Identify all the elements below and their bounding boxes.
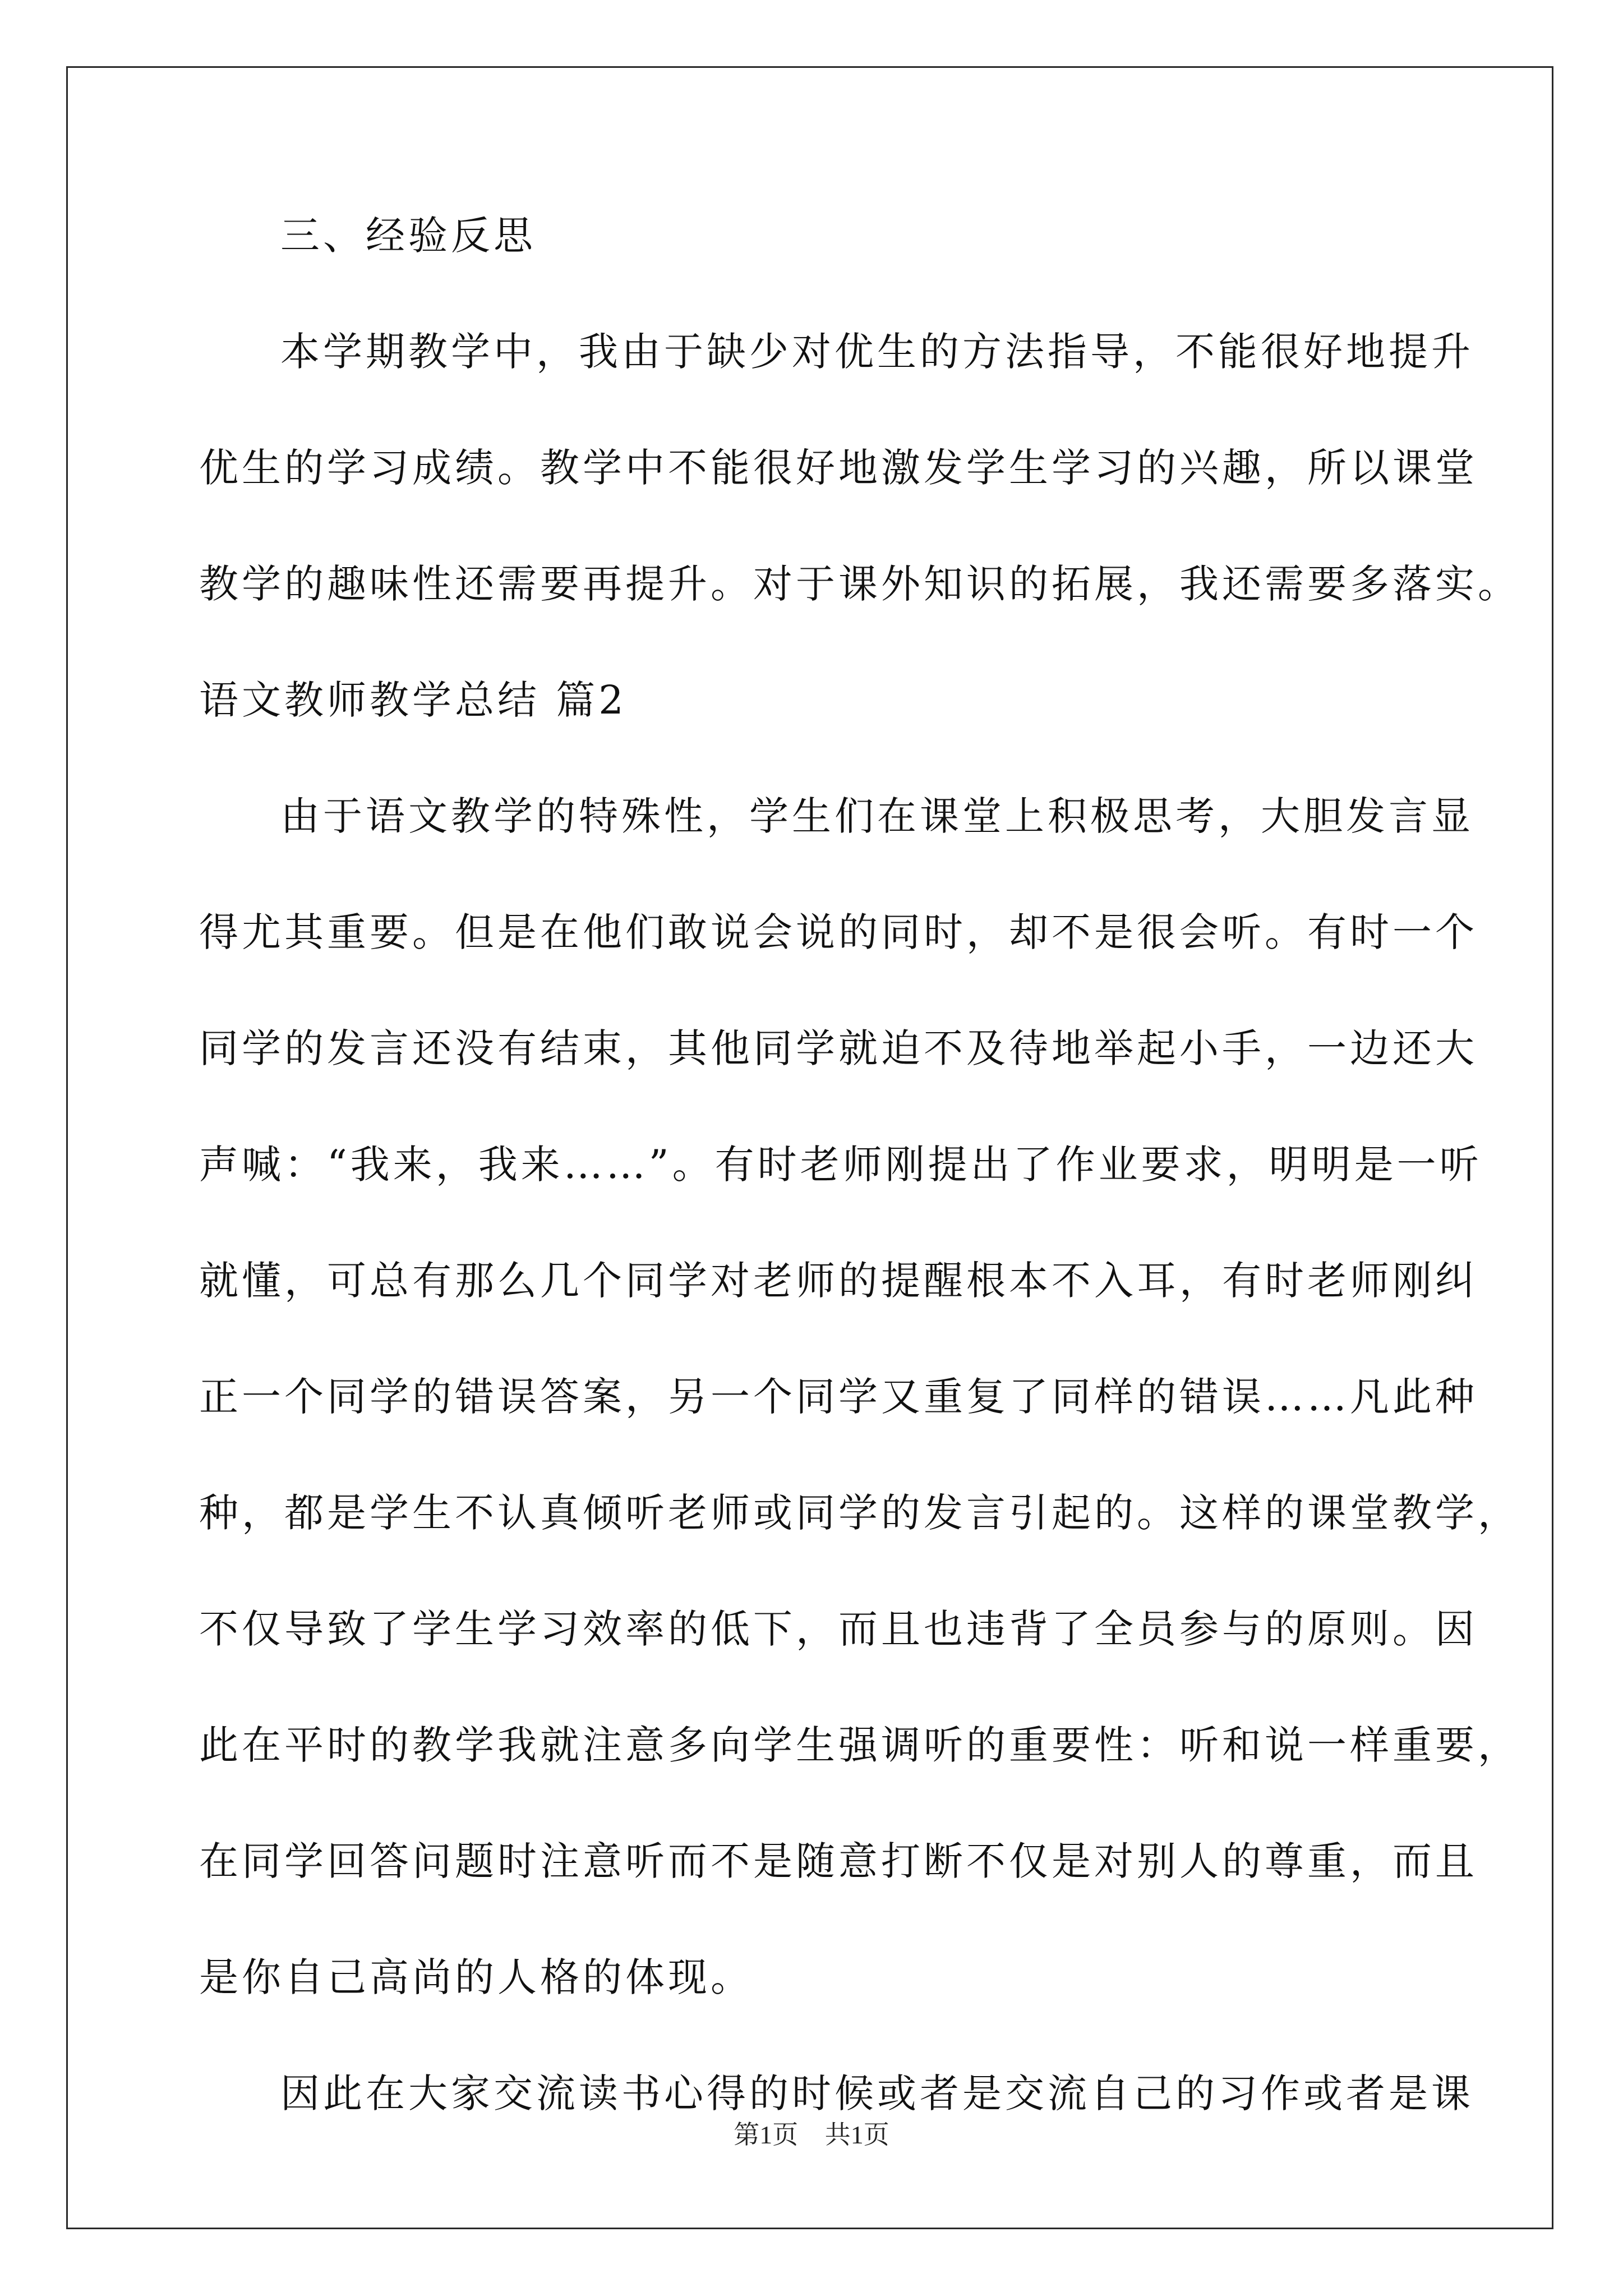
- page-number: 第1页: [734, 2120, 799, 2149]
- paragraph-line: 声喊：“我来，我来……”。有时老师刚提出了作业要求，明明是一听: [199, 1142, 1482, 1188]
- page-footer: [0, 2119, 1623, 2151]
- page-total: 共1页: [824, 2120, 889, 2149]
- paragraph-line: 因此在大家交流读书心得的时候或者是交流自己的习作或者是课: [280, 2070, 1474, 2116]
- paragraph-line: 同学的发言还没有结束，其他同学就迫不及待地举起小手，一边还大: [199, 1025, 1478, 1071]
- paragraph-line: 正一个同学的错误答案，另一个同学又重复了同样的错误……凡此种: [199, 1374, 1478, 1420]
- section-heading: 三、经验反思: [280, 213, 536, 259]
- paragraph-line: 本学期教学中，我由于缺少对优生的方法指导，不能很好地提升: [280, 329, 1474, 375]
- article-title: 语文教师教学总结 篇2: [199, 677, 627, 723]
- paragraph-line: 种，都是学生不认真倾听老师或同学的发言引起的。这样的课堂教学，: [199, 1490, 1520, 1536]
- paragraph-line: 教学的趣味性还需要再提升。对于课外知识的拓展，我还需要多落实。: [199, 561, 1520, 607]
- paragraph-line: 在同学回答问题时注意听而不是随意打断不仅是对别人的尊重，而且: [199, 1838, 1478, 1884]
- paragraph-line: 是你自己高尚的人格的体现。: [199, 1954, 753, 2000]
- paragraph-line: 就懂，可总有那么几个同学对老师的提醒根本不入耳，有时老师刚纠: [199, 1258, 1478, 1304]
- paragraph-line: 由于语文教学的特殊性，学生们在课堂上积极思考，大胆发言显: [280, 793, 1474, 839]
- paragraph-line: 优生的学习成绩。教学中不能很好地激发学生学习的兴趣，所以课堂: [199, 445, 1478, 491]
- paragraph-line: 得尤其重要。但是在他们敢说会说的同时，却不是很会听。有时一个: [199, 909, 1478, 955]
- paragraph-line: 不仅导致了学生学习效率的低下，而且也违背了全员参与的原则。因: [199, 1606, 1478, 1652]
- paragraph-line: 此在平时的教学我就注意多向学生强调听的重要性：听和说一样重要，: [199, 1722, 1520, 1768]
